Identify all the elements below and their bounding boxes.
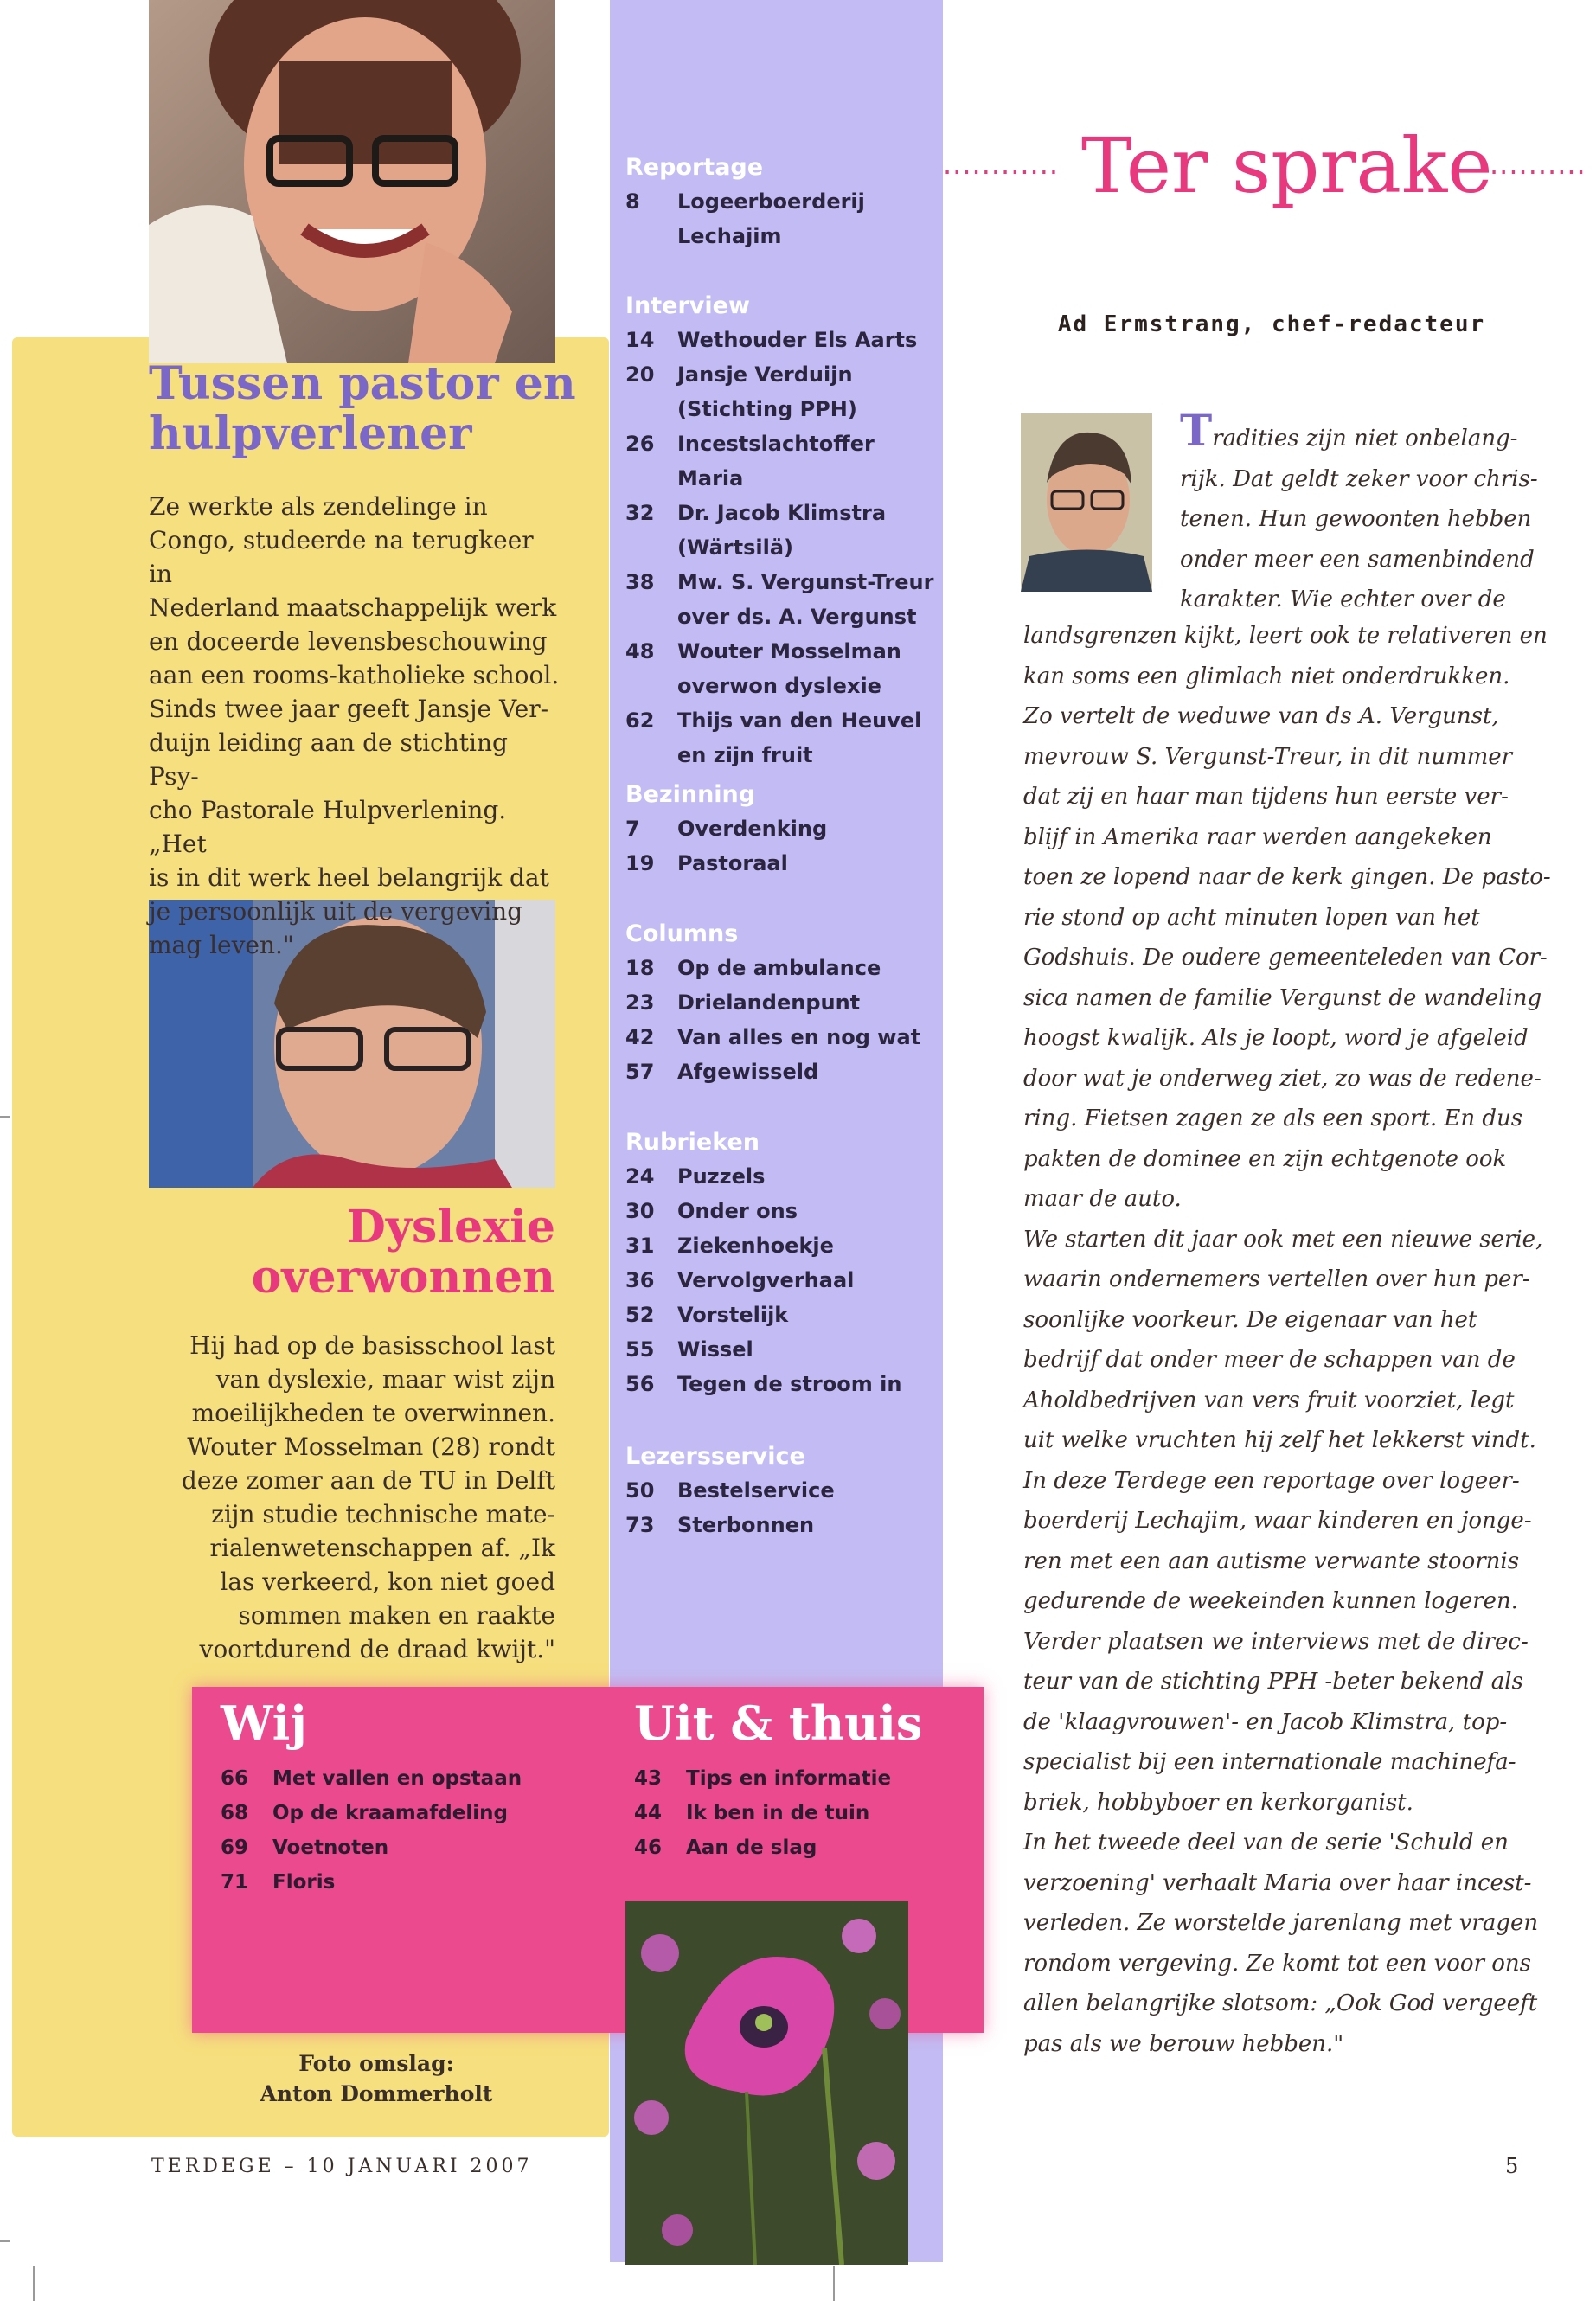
wij-page-number: 66 — [221, 1767, 249, 1790]
editorial-line: Zo vertelt de weduwe van ds A. Vergunst, — [1023, 703, 1499, 729]
editorial-line: maar de auto. — [1023, 1186, 1182, 1212]
editorial-line: blijf in Amerika raar werden aangekeken — [1023, 824, 1492, 850]
editorial-line: specialist bij een internationale machinefa- — [1023, 1749, 1516, 1775]
editorial-body — [1180, 405, 1538, 620]
toc-entry-title: Onder ons — [677, 1199, 798, 1223]
wij-entry[interactable] — [221, 1865, 584, 1900]
editorial-first-line — [1180, 405, 1526, 459]
uit-thuis-page-number: 46 — [634, 1836, 663, 1859]
crop-mark — [0, 1116, 10, 1118]
crop-mark — [0, 2240, 10, 2242]
toc-page-number: 18 — [625, 956, 655, 980]
uit-thuis-entry[interactable] — [634, 1830, 963, 1865]
toc-page-number: 55 — [625, 1337, 655, 1362]
editorial-line: de 'klaagvrouwen'- en Jacob Klimstra, top- — [1023, 1708, 1508, 1735]
editorial-line: kan soms een glimlach niet onderdrukken. — [1023, 663, 1510, 689]
toc-entry[interactable] — [625, 1332, 941, 1367]
uit-thuis-entry[interactable] — [634, 1761, 963, 1796]
editorial-line: karakter. Wie echter over de — [1180, 586, 1506, 612]
editorial-line: waarin ondernemers vertellen over hun per- — [1023, 1266, 1530, 1292]
toc-page-number: 19 — [625, 851, 655, 875]
editorial-line: radities zijn niet onbelang- — [1212, 426, 1518, 452]
editorial-line: ren met een aan autisme verwante stoornis — [1023, 1548, 1520, 1574]
toc-entry[interactable] — [625, 846, 941, 881]
wij-entry-title: Voetnoten — [272, 1836, 389, 1859]
editorial-line: briek, hobbyboer en kerkorganist. — [1023, 1789, 1413, 1816]
uit-thuis-entry[interactable] — [634, 1796, 963, 1830]
toc-entry[interactable] — [625, 1159, 941, 1194]
wij-title: Wij — [221, 1695, 307, 1751]
toc-entry[interactable] — [625, 1054, 941, 1089]
editorial-title: Ter sprake — [1081, 121, 1493, 210]
editorial-line: In het tweede deel van de serie 'Schuld en — [1023, 1830, 1509, 1856]
toc-page-number: 56 — [625, 1372, 655, 1396]
toc-page-number: 20 — [625, 362, 655, 387]
toc-section-title: Lezersservice — [625, 1443, 805, 1470]
feature1-title: Tussen pastor en hulpverlener — [149, 357, 576, 461]
editorial-byline: Ad Ermstrang, chef-redacteur — [1057, 311, 1486, 337]
toc-entry-title: Drielandenpunt — [677, 990, 861, 1015]
wij-entry-title: Op de kraamafdeling — [272, 1802, 508, 1824]
toc-entry[interactable] — [625, 1367, 941, 1401]
toc-entry-title: Overdenking — [677, 817, 828, 841]
toc-entry[interactable] — [625, 357, 941, 426]
toc-entry[interactable] — [625, 1298, 941, 1332]
toc-bezinning — [625, 781, 941, 881]
editorial-line: ring. Fietsen zagen ze als een sport. En dus — [1023, 1106, 1523, 1131]
toc-section-title: Interview — [625, 292, 750, 319]
uit-thuis-entry-title: Tips en informatie — [686, 1767, 892, 1790]
editorial-line: boerderij Lechajim, waar kinderen en jonge- — [1023, 1508, 1532, 1534]
toc-page-number: 73 — [625, 1513, 655, 1537]
editorial-line: door wat je onderweg ziet, zo was de redene- — [1023, 1065, 1542, 1092]
editorial-line: In deze Terdege een reportage over logeer- — [1023, 1467, 1520, 1494]
crop-mark — [33, 2266, 35, 2301]
editorial-line: tenen. Hun gewoonten hebben — [1180, 506, 1532, 532]
editorial-line: allen belangrijke slotsom: „Ook God vergeeft — [1023, 1990, 1538, 2016]
toc-entry-title: Mw. S. Vergunst-Treur over ds. A. Vergunst — [677, 570, 934, 629]
wij-section — [221, 1695, 584, 1900]
title-dots-right: ·········· — [1490, 156, 1586, 189]
feature2-body: Hij had op de basisschool last van dyslexie, maar wist zijn moeilijkheden te overwinnen. Wouter Mosselman (28) rondt deze zomer aan de TU in Delft zijn studie technische mate- rialenwetenschappen af. „Ik las verkeerd, kon niet goed sommen maken en raakte voortdurend de draad kwijt." — [181, 1331, 555, 1663]
toc-entry[interactable] — [625, 565, 941, 634]
editorial-line: landsgrenzen kijkt, leert ook te relativeren en — [1023, 623, 1548, 649]
editorial-line: Verder plaatsen we interviews met de direc- — [1023, 1628, 1529, 1655]
editorial-line: mevrouw S. Vergunst-Treur, in dit nummer — [1023, 743, 1513, 770]
title-dots-left: ············ — [943, 156, 1060, 189]
toc-entry-title: Van alles en nog wat — [677, 1025, 921, 1049]
wij-entry[interactable] — [221, 1761, 584, 1796]
toc-columns — [625, 920, 941, 1089]
toc-entry[interactable] — [625, 496, 941, 565]
page-number: 5 — [1505, 2154, 1519, 2178]
uit-thuis-page-number: 43 — [634, 1767, 663, 1790]
editorial-line: pakten de dominee en zijn echtgenote ook — [1023, 1145, 1507, 1172]
toc-page-number: 62 — [625, 708, 655, 733]
uit-thuis-entry-title: Ik ben in de tuin — [686, 1802, 870, 1824]
toc-entry-title: Ziekenhoekje — [677, 1234, 834, 1258]
toc-entry[interactable] — [625, 426, 941, 496]
toc-entry-title: Vervolgverhaal — [677, 1268, 855, 1292]
editorial-line: rondom vergeving. Ze komt tot een voor ons — [1023, 1950, 1532, 1977]
toc-entry-title: Op de ambulance — [677, 956, 881, 980]
toc-entry-title: Jansje Verduijn (Stichting PPH) — [677, 362, 857, 421]
editorial-line: rijk. Dat geldt zeker voor chris- — [1180, 465, 1538, 492]
toc-entry-title: Wethouder Els Aarts — [677, 328, 918, 352]
wij-entry[interactable] — [221, 1830, 584, 1865]
toc-entry-title: Tegen de stroom in — [677, 1372, 902, 1396]
toc-entry-title: Afgewisseld — [677, 1060, 819, 1084]
feature2-title: Dyslexie overwonnen — [251, 1201, 555, 1304]
toc-entry-title: Vorstelijk — [677, 1303, 789, 1327]
photo-jansje-verduijn — [149, 0, 555, 363]
uit-thuis-section — [634, 1695, 963, 1865]
wij-entry-title: Floris — [272, 1871, 336, 1894]
editorial-line: hoogst kwalijk. Als je loopt, word je afgeleid — [1023, 1025, 1529, 1051]
editorial-line: bedrijf dat onder meer de schappen van de — [1023, 1347, 1516, 1373]
toc-rubrieken — [625, 1129, 941, 1401]
editorial-line: We starten dit jaar ook met een nieuwe serie, — [1023, 1226, 1543, 1253]
toc-entry-title: Puzzels — [677, 1164, 766, 1189]
toc-entry-title: Thijs van den Heuvel en zijn fruit — [677, 708, 922, 767]
toc-page-number: 8 — [625, 189, 640, 214]
toc-entry-title: Bestelservice — [677, 1478, 835, 1503]
toc-page-number: 42 — [625, 1025, 655, 1049]
editorial-line: verleden. Ze worstelde jarenlang met vragen — [1023, 1910, 1539, 1936]
toc-section-title: Bezinning — [625, 781, 756, 808]
toc-page-number: 26 — [625, 432, 655, 456]
toc-entry-title: Dr. Jacob Klimstra (Wärtsilä) — [677, 501, 887, 560]
toc-page-number: 7 — [625, 817, 640, 841]
photo-editor — [1021, 413, 1152, 592]
wij-entry-title: Met vallen en opstaan — [272, 1767, 522, 1790]
uit-thuis-entry-title: Aan de slag — [686, 1836, 817, 1859]
toc-entry[interactable] — [625, 1263, 941, 1298]
toc-entry[interactable] — [625, 1508, 941, 1542]
editorial-line: pas als we berouw hebben." — [1023, 2030, 1344, 2057]
editorial-line: onder meer een samenbindend — [1180, 546, 1535, 573]
toc-page-number: 52 — [625, 1303, 655, 1327]
toc-entry[interactable] — [625, 634, 941, 703]
toc-reportage — [625, 154, 941, 253]
toc-page-number: 23 — [625, 990, 655, 1015]
toc-entry-title: Incestslachtoffer Maria — [677, 432, 875, 490]
toc-entry-title: Pastoraal — [677, 851, 788, 875]
editorial-line: dat zij en haar man tijdens hun eerste ver- — [1023, 784, 1509, 810]
editorial-line: toen ze lopend naar de kerk gingen. De pasto- — [1023, 864, 1551, 890]
toc-entry[interactable] — [625, 811, 941, 846]
editorial-line: Aholdbedrijven van vers fruit voorziet, legt — [1023, 1387, 1515, 1413]
toc-lezersservice — [625, 1443, 941, 1542]
editorial-line: rie stond op acht minuten lopen van het — [1023, 904, 1480, 931]
toc-entry[interactable] — [625, 323, 941, 357]
drop-cap: T — [1180, 405, 1213, 456]
toc-section-title: Reportage — [625, 154, 764, 181]
toc-page-number: 50 — [625, 1478, 655, 1503]
photo-poppy-flower — [625, 1901, 908, 2265]
toc-entry-title: Wissel — [677, 1337, 753, 1362]
toc-page-number: 14 — [625, 328, 655, 352]
toc-entry[interactable] — [625, 1228, 941, 1263]
cover-photo-credit: Foto omslag: Anton Dommerholt — [260, 2051, 493, 2106]
editorial-line: teur van de stichting PPH -beter bekend als — [1023, 1669, 1523, 1695]
toc-page-number: 48 — [625, 639, 655, 663]
wij-page-number: 69 — [221, 1836, 249, 1859]
toc-entry-title: Logeerboerderij Lechajim — [677, 189, 865, 248]
toc-entry[interactable] — [625, 985, 941, 1020]
editorial-line: verzoening' verhaalt Maria over haar incest- — [1023, 1869, 1532, 1896]
toc-entry[interactable] — [625, 1194, 941, 1228]
toc-entry[interactable] — [625, 1020, 941, 1054]
editorial-line: Godshuis. De oudere gemeenteleden van Cor- — [1023, 945, 1548, 971]
editorial-line: uit welke vruchten hij zelf het lekkerst vindt. — [1023, 1427, 1536, 1453]
wij-page-number: 68 — [221, 1802, 249, 1824]
editorial-line: sica namen de familie Vergunst de wandeling — [1023, 984, 1542, 1011]
feature1-body: Ze werkte als zendelinge in Congo, studeerde na terugkeer in Nederland maatschappelijk werk en doceerde levensbeschouwing aan een rooms-katholieke school. Sinds twee jaar geeft Jansje Ver- duijn leiding aan de stichting Psy- cho Pastorale Hulpverlening. „Het is in dit werk heel belangrijk dat je persoonlijk uit de vergeving mag leven." — [149, 492, 560, 959]
toc-page-number: 57 — [625, 1060, 655, 1084]
toc-entry-title: Wouter Mosselman overwon dyslexie — [677, 639, 901, 698]
uit-thuis-page-number: 44 — [634, 1802, 663, 1824]
toc-interview — [625, 292, 941, 772]
toc-entry[interactable] — [625, 951, 941, 985]
editorial-body-continued — [1023, 616, 1551, 2064]
uit-thuis-title: Uit & thuis — [634, 1695, 923, 1751]
toc-page-number: 38 — [625, 570, 655, 594]
footer-publication: TERDEGE – 10 JANUARI 2007 — [151, 2156, 533, 2177]
crop-mark — [833, 2266, 835, 2301]
editorial-line: soonlijke voorkeur. De eigenaar van het — [1023, 1306, 1477, 1333]
toc-entry[interactable] — [625, 1473, 941, 1508]
toc-page-number: 24 — [625, 1164, 655, 1189]
wij-page-number: 71 — [221, 1871, 249, 1894]
toc-page-number: 32 — [625, 501, 655, 525]
toc-page-number: 30 — [625, 1199, 655, 1223]
toc-page-number: 31 — [625, 1234, 655, 1258]
toc-entry-title: Sterbonnen — [677, 1513, 815, 1537]
toc-page-number: 36 — [625, 1268, 655, 1292]
editorial-line: gedurende de weekeinden kunnen logeren. — [1023, 1588, 1519, 1614]
toc-entry[interactable] — [625, 184, 941, 253]
toc-section-title: Columns — [625, 920, 739, 947]
wij-entry[interactable] — [221, 1796, 584, 1830]
toc-entry[interactable] — [625, 703, 941, 772]
toc-section-title: Rubrieken — [625, 1129, 760, 1156]
